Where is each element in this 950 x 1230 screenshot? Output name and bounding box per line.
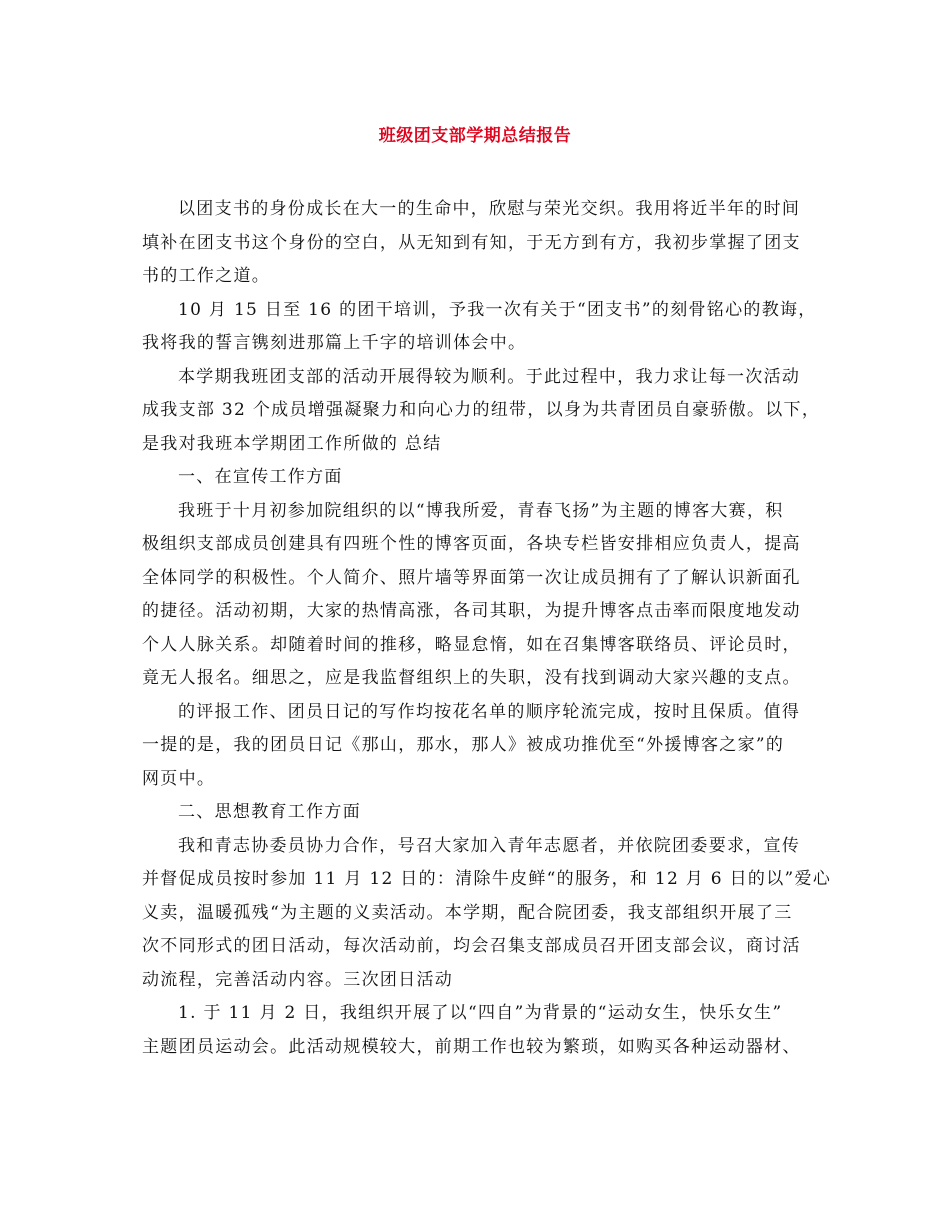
text-line: 的捷径。活动初期，大家的热情高涨，各司其职，为提升博客点击率而限度地发动 [142, 601, 801, 621]
text-line: 一、在宣传工作方面 [178, 467, 343, 487]
text-line: 填补在团支书这个身份的空白，从无知到有知，于无方到有方，我初步掌握了团支 [142, 232, 801, 253]
text-line: 主题团员运动会。此活动规模较大，前期工作也较为繁琐，如购买各种运动器材、 [142, 1036, 801, 1057]
text-line: 本学期我班团支部的活动开展得较为顺利。于此过程中，我力求让每一次活动 [178, 366, 801, 387]
text-line: 是我对我班本学期团工作所做的 总结 [142, 433, 442, 454]
text-line: 一提的是，我的团员日记《那山，那水，那人》被成功推优至“外援博客之家”的 [142, 735, 785, 755]
text-line: 书的工作之道。 [142, 266, 271, 286]
text-line: 二、思想教育工作方面 [178, 802, 361, 822]
text-line: 我将我的誓言镌刻进那篇上千字的培训体会中。 [142, 333, 527, 353]
text-line: 次不同形式的团日活动，每次活动前，均会召集支部成员召开团支部会议，商讨活 [142, 936, 801, 956]
text-line: 我和青志协委员协力合作，号召大家加入青年志愿者，并依院团委要求，宣传 [178, 835, 801, 856]
text-line: 成我支部 32 个成员增强凝聚力和向心力的纽带，以身为共青团员自豪骄傲。以下， [142, 400, 821, 420]
document-title: 班级团支部学期总结报告 [378, 126, 572, 146]
text-line: 个人人脉关系。却随着时间的推移，略显怠惰，如在召集博客联络员、评论员时， [142, 634, 801, 655]
paragraph-6 [142, 830, 832, 998]
section-heading-publicity [142, 461, 814, 495]
paragraph-4 [142, 495, 814, 696]
section-heading-education [142, 796, 814, 830]
text-line: 以团支书的身份成长在大一的生命中，欣慰与荣光交织。我用将近半年的时间 [178, 199, 801, 219]
paragraph-7 [142, 997, 814, 1064]
paragraph-5 [142, 696, 814, 797]
paragraph-2 [142, 294, 817, 361]
document-body [142, 193, 832, 1064]
text-line: 网页中。 [142, 768, 216, 789]
text-line: 动流程，完善活动内容。三次团日活动 [142, 969, 454, 990]
text-line: 义卖，温暖孤残“为主题的义卖活动。本学期，配合院团委，我支部组织开展了三 [142, 902, 793, 923]
paragraph-1 [142, 193, 814, 294]
text-line: 竟无人报名。细思之，应是我监督组织上的失职，没有找到调动大家兴趣的支点。 [142, 668, 801, 688]
text-line: 10 月 15 日至 16 的团干培训，予我一次有关于“团支书”的刻骨铭心的教诲， [178, 299, 817, 320]
paragraph-3 [142, 361, 821, 462]
text-line: 1. 于 11 月 2 日，我组织开展了以“四自”为背景的“运动女生，快乐女生” [178, 1003, 783, 1023]
text-line: 并督促成员按时参加 11 月 12 日的：清除牛皮鲜“的服务，和 12 月 6 日的以”爱心 [142, 869, 832, 889]
text-line: 极组织支部成员创建具有四班个性的博客页面，各块专栏皆安排相应负责人，提高 [142, 534, 801, 554]
text-line: 的评报工作、团员日记的写作均按花名单的顺序轮流完成，按时且保质。值得 [178, 701, 801, 722]
text-line: 全体同学的积极性。个人简介、照片墙等界面第一次让成员拥有了了解认识新面孔 [142, 567, 801, 588]
text-line: 我班于十月初参加院组织的以“博我所爱，青春飞扬”为主题的博客大赛，积 [178, 500, 784, 521]
